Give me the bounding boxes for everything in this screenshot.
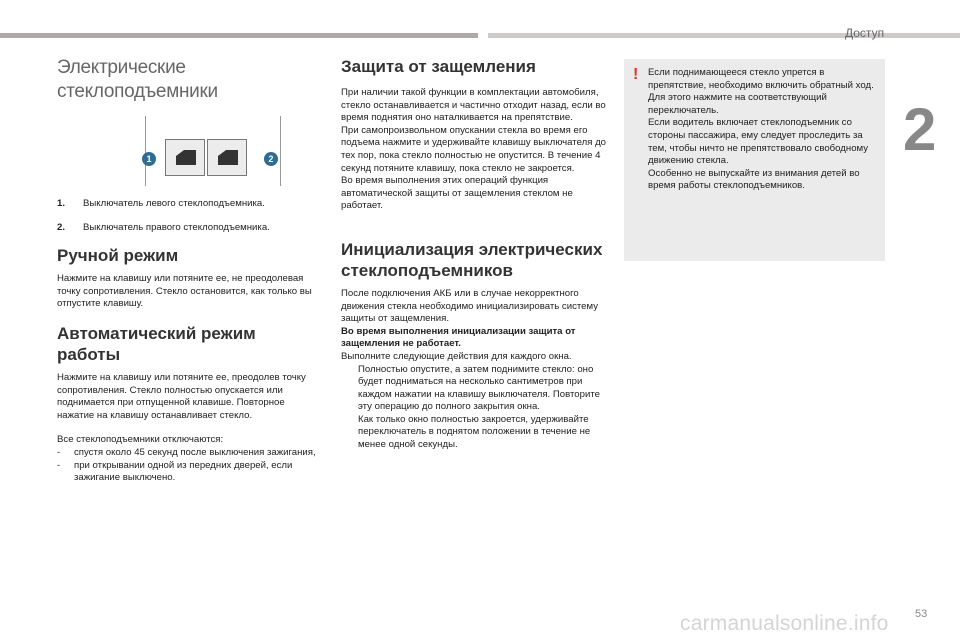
list-text: Выключатель правого стеклоподъемника.	[83, 221, 270, 233]
warning-box	[624, 59, 885, 261]
window-icon	[218, 150, 238, 165]
dash-marker: -	[57, 459, 61, 471]
list-number: 1.	[57, 198, 66, 209]
window-switch-figure	[137, 116, 287, 186]
auto-mode-heading: Автоматический режим работы	[57, 323, 256, 364]
init-text-1: После подключения АКБ или в случае некорректного движения стекла необходимо инициализировать систему защиты от защемления.	[341, 287, 598, 325]
warning-icon: !	[633, 66, 639, 83]
dash-marker: -	[57, 446, 61, 458]
warning-text-1: Если поднимающееся стекло упрется в препятствие, необходимо включить обратный ход. Для этого нажмите на соответствующий переключатель.	[648, 67, 874, 116]
list-text: Полностью опустите, а затем поднимите стекло: оно будет подниматься на несколько сантиметров при каждом нажатии на клавишу выключателя. Повторите эту операцию до полного закрытия окна.	[358, 363, 600, 413]
page-number: 53	[915, 608, 928, 620]
list-item	[57, 198, 319, 211]
figure-line-right	[280, 116, 281, 186]
window-icon	[176, 150, 196, 165]
column-left	[57, 56, 319, 485]
right-window-switch	[207, 139, 247, 176]
anti-pinch-heading: Защита от защемления	[341, 57, 536, 76]
figure-line-left	[145, 116, 146, 186]
auto-mode-text: Нажмите на клавишу или потяните ее, преодолев точку сопротивления. Стекло полностью опускается или поднимается при отпущенной клавише. Повторное нажатие на клавишу останавливает стекло.	[57, 371, 306, 421]
list-text: Как только окно полностью закроется, удерживайте переключатель в поднятом положении в течение не менее одной секунды.	[358, 413, 591, 451]
anti-pinch-text-3: Во время выполнения этих операций функция автоматической защиты от защемления стеклом не работает.	[341, 175, 573, 212]
manual-mode-heading: Ручной режим	[57, 246, 179, 266]
warning-text	[648, 67, 881, 193]
manual-mode-text: Нажмите на клавишу или потяните ее, не преодолевая точку сопротивления. Стекло остановится, как только вы отпустите клавишу.	[57, 273, 312, 310]
header-bar-left	[0, 33, 478, 38]
anti-pinch-text-1: При наличии такой функции в комплектации автомобиля, стекло останавливается и частично отходит назад, если во время поднятия оно наталкивается на препятствие.	[341, 87, 606, 124]
header-bar-right	[488, 33, 960, 38]
list-item	[57, 460, 319, 485]
list-text: спустя около 45 секунд после выключения зажигания,	[74, 446, 316, 458]
list-item	[341, 414, 606, 452]
callout-badge-1: 1	[142, 152, 156, 166]
page-title: Электрические стеклоподъемники	[57, 57, 218, 102]
section-label: Доступ	[845, 26, 885, 40]
column-middle	[341, 56, 606, 452]
list-item	[341, 364, 606, 414]
list-item	[57, 447, 319, 460]
disable-intro: Все стеклоподъемники отключаются:	[57, 434, 224, 446]
warning-text-2: Если водитель включает стеклоподъемник со стороны пассажира, ему следует проследить за тем, чтобы ничто не препятствовало свободному движению стекла.	[648, 117, 869, 167]
switch-list	[57, 198, 319, 234]
init-warning-bold: Во время выполнения инициализации защита от защемления не работает.	[341, 325, 576, 350]
warning-text-3: Особенно не выпускайте из внимания детей во время работы стеклоподъемников.	[648, 167, 860, 192]
left-window-switch	[165, 139, 205, 176]
init-heading: Инициализация электрических стеклоподъемников	[341, 239, 603, 280]
watermark: carmanualsonline.info	[680, 612, 889, 635]
callout-badge-2: 2	[264, 152, 278, 166]
list-item	[57, 222, 319, 235]
anti-pinch-text-2: При самопроизвольном опускании стекла во время его подъема нажмите и удерживайте клавишу выключателя до тех пор, пока стекло полностью не опустится. В течение 4 секунд потяните клавишу, пока стекло не закроется.	[341, 124, 606, 174]
list-text: при открывании одной из передних дверей, если зажигание выключено.	[74, 459, 293, 484]
init-text-2: Выполните следующие действия для каждого окна.	[341, 350, 572, 362]
list-text: Выключатель левого стеклоподъемника.	[83, 198, 265, 209]
list-number: 2.	[57, 221, 66, 233]
chapter-number: 2	[903, 96, 937, 163]
